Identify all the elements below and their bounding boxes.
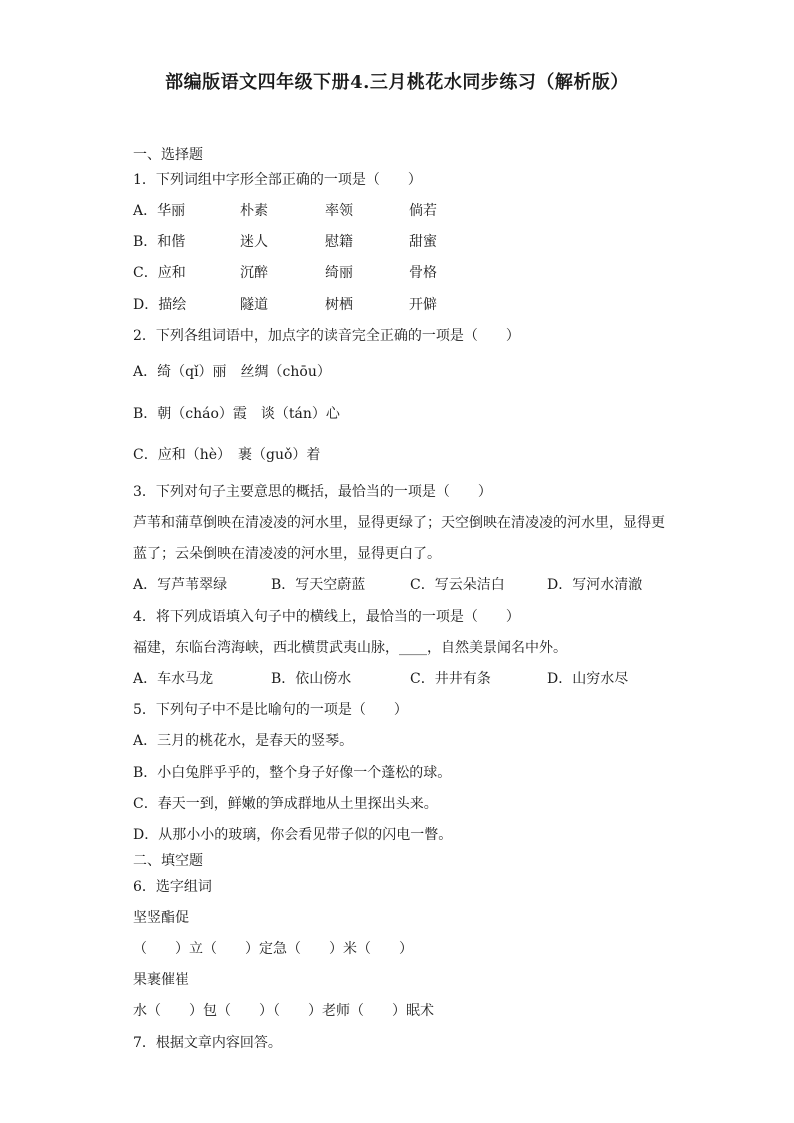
option-word: 朴素 xyxy=(240,203,268,219)
question-1-stem: 1．下列词组中字形全部正确的一项是（ ） xyxy=(133,172,422,188)
question-4-stem: 4．将下列成语填入句子中的横线上，最恰当的一项是（ ） xyxy=(133,609,520,625)
question-3-option-a[interactable]: A．写芦苇翠绿 xyxy=(133,577,228,593)
question-4-option-c[interactable]: C．井井有条 xyxy=(410,671,491,687)
option-text: A．华丽 xyxy=(133,203,186,219)
question-2-option-a[interactable]: A．绮（qǐ）丽 丝绸（chōu） xyxy=(133,364,331,380)
question-2-option-b[interactable]: B．朝（cháo）霞 谈（tán）心 xyxy=(133,406,340,422)
option-word: 绮丽 xyxy=(325,265,353,281)
question-6-blanks-1[interactable]: （ ）立（ ）定急（ ）米（ ） xyxy=(133,941,413,957)
question-3-stem: 3．下列对句子主要意思的概括，最恰当的一项是（ ） xyxy=(133,484,492,500)
question-2-stem: 2．下列各组词语中，加点字的读音完全正确的一项是（ ） xyxy=(133,328,520,344)
option-word: 倘若 xyxy=(409,203,437,219)
section-heading-choice: 一、选择题 xyxy=(133,147,203,163)
option-word: 树栖 xyxy=(325,297,353,313)
option-word: 慰籍 xyxy=(325,234,353,250)
question-5-option-b[interactable]: B．小白兔胖乎乎的，整个身子好像一个蓬松的球。 xyxy=(133,765,452,781)
option-word: 甜蜜 xyxy=(409,234,437,250)
question-3-option-b[interactable]: B．写天空蔚蓝 xyxy=(271,577,366,593)
question-4-option-d[interactable]: D．山穷水尽 xyxy=(547,671,629,687)
section-heading-fill: 二、填空题 xyxy=(133,853,203,869)
question-2-option-c[interactable]: C．应和（hè） 裹（guǒ）着 xyxy=(133,447,321,463)
question-4-option-a[interactable]: A．车水马龙 xyxy=(133,671,214,687)
question-3-passage-line-1: 芦苇和蒲草倒映在清凌凌的河水里，显得更绿了；天空倒映在清凌凌的河水里，显得更 xyxy=(133,515,665,531)
document-title: 部编版语文四年级下册4.三月桃花水同步练习（解析版） xyxy=(165,72,629,93)
option-text: C．应和 xyxy=(133,265,186,281)
question-6-char-group-2: 果裹催崔 xyxy=(133,972,189,988)
option-text: B．和偕 xyxy=(133,234,186,250)
question-4-option-b[interactable]: B．依山傍水 xyxy=(271,671,352,687)
option-word: 骨格 xyxy=(409,265,437,281)
option-word: 开僻 xyxy=(409,297,437,313)
question-5-stem: 5．下列句子中不是比喻句的一项是（ ） xyxy=(133,702,408,718)
question-5-option-d[interactable]: D．从那小小的玻璃，你会看见带子似的闪电一瞥。 xyxy=(133,827,453,843)
question-6-blanks-2[interactable]: 水（ ）包（ ）（ ）老师（ ）眠术 xyxy=(133,1003,434,1019)
question-7-stem: 7．根据文章内容回答。 xyxy=(133,1035,282,1051)
option-text: D．描绘 xyxy=(133,297,187,313)
question-3-option-d[interactable]: D．写河水清澈 xyxy=(547,577,643,593)
question-6-char-group-1: 坚竖酯促 xyxy=(133,910,189,926)
question-3-option-c[interactable]: C．写云朵洁白 xyxy=(410,577,505,593)
option-word: 隧道 xyxy=(240,297,268,313)
option-word: 迷人 xyxy=(240,234,268,250)
question-3-passage-line-2: 蓝了；云朵倒映在清凌凌的河水里，显得更白了。 xyxy=(133,546,441,562)
question-5-option-a[interactable]: A．三月的桃花水，是春天的竖琴。 xyxy=(133,733,354,749)
option-word: 沉醉 xyxy=(240,265,268,281)
question-6-stem: 6．选字组词 xyxy=(133,879,212,895)
question-5-option-c[interactable]: C．春天一到，鲜嫩的笋成群地从土里探出头来。 xyxy=(133,796,438,812)
question-4-passage: 福建，东临台湾海峡，西北横贯武夷山脉，____，自然美景闻名中外。 xyxy=(133,640,567,656)
option-word: 率领 xyxy=(325,203,353,219)
